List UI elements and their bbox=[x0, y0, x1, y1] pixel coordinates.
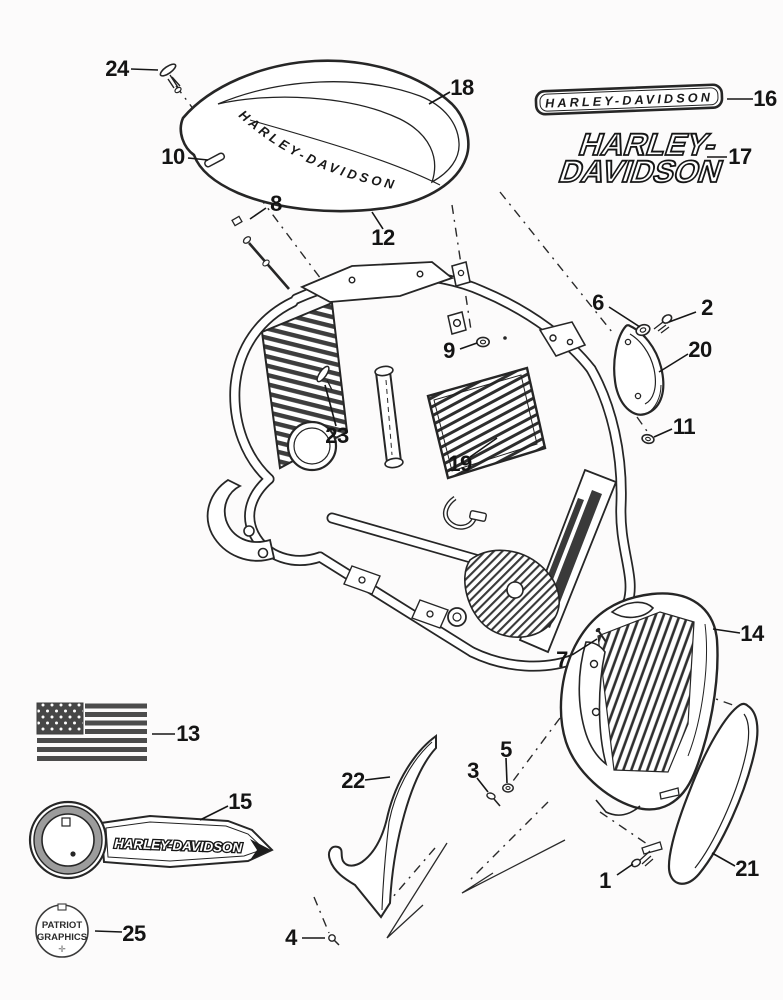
patriot-line1: PATRIOT bbox=[41, 920, 83, 931]
callout-11: 11 bbox=[672, 414, 696, 439]
callout-15: 15 bbox=[228, 789, 252, 814]
callout-9: 9 bbox=[443, 338, 455, 363]
callout-24: 24 bbox=[105, 56, 129, 81]
callout-6: 6 bbox=[592, 290, 604, 315]
screw-1 bbox=[630, 851, 653, 868]
front-cover bbox=[329, 736, 436, 917]
callout-7: 7 bbox=[556, 647, 568, 672]
callout-10: 10 bbox=[161, 144, 185, 169]
callout-4: 4 bbox=[285, 925, 297, 950]
callout-20: 20 bbox=[688, 337, 712, 362]
callout-17: 17 bbox=[728, 144, 752, 169]
screw-24 bbox=[159, 62, 182, 94]
callout-18: 18 bbox=[450, 75, 474, 100]
callout-19: 19 bbox=[448, 451, 472, 476]
callout-12: 12 bbox=[371, 225, 395, 250]
callout-21: 21 bbox=[735, 856, 759, 881]
callout-25: 25 bbox=[122, 921, 146, 946]
screw-3 bbox=[486, 792, 500, 806]
screw-4 bbox=[329, 935, 339, 945]
logo-line1: HARLEY- bbox=[574, 126, 723, 162]
grommet-9 bbox=[477, 337, 489, 346]
harley-davidson-logo-decal bbox=[555, 127, 728, 189]
side-cover-small bbox=[614, 325, 663, 414]
patriot-mark: ✛ bbox=[58, 944, 66, 954]
callout-16: 16 bbox=[753, 86, 777, 111]
callout-13: 13 bbox=[176, 721, 200, 746]
callout-23: 23 bbox=[325, 423, 349, 448]
key-graphic bbox=[30, 802, 272, 878]
callout-8: 8 bbox=[270, 191, 282, 216]
callout-14: 14 bbox=[740, 621, 764, 646]
callout-2: 2 bbox=[701, 295, 713, 320]
reference-arrow-lines bbox=[387, 840, 565, 938]
washer-5 bbox=[503, 784, 513, 792]
patriot-graphics-stamp bbox=[36, 904, 88, 957]
hardware-8 bbox=[232, 216, 289, 289]
callout-3: 3 bbox=[467, 758, 479, 783]
flag-decal bbox=[37, 703, 147, 761]
frame-assembly bbox=[208, 262, 646, 676]
tank-emblem-nameplate bbox=[536, 84, 723, 114]
callout-22: 22 bbox=[341, 768, 365, 793]
key-text: HARLEY-DAVIDSON bbox=[113, 835, 239, 856]
screw-2 bbox=[654, 313, 673, 333]
patriot-line2: GRAPHICS bbox=[36, 932, 88, 943]
nameplate-text: HARLEY-DAVIDSON bbox=[544, 90, 710, 111]
callout-1: 1 bbox=[599, 868, 611, 893]
logo-line2: DAVIDSON bbox=[554, 153, 728, 189]
callout-5: 5 bbox=[500, 737, 512, 762]
tank-script-emblem: HARLEY-DAVIDSON bbox=[236, 107, 399, 193]
grommet-11 bbox=[641, 433, 655, 444]
fuel-tank-console bbox=[181, 61, 469, 211]
